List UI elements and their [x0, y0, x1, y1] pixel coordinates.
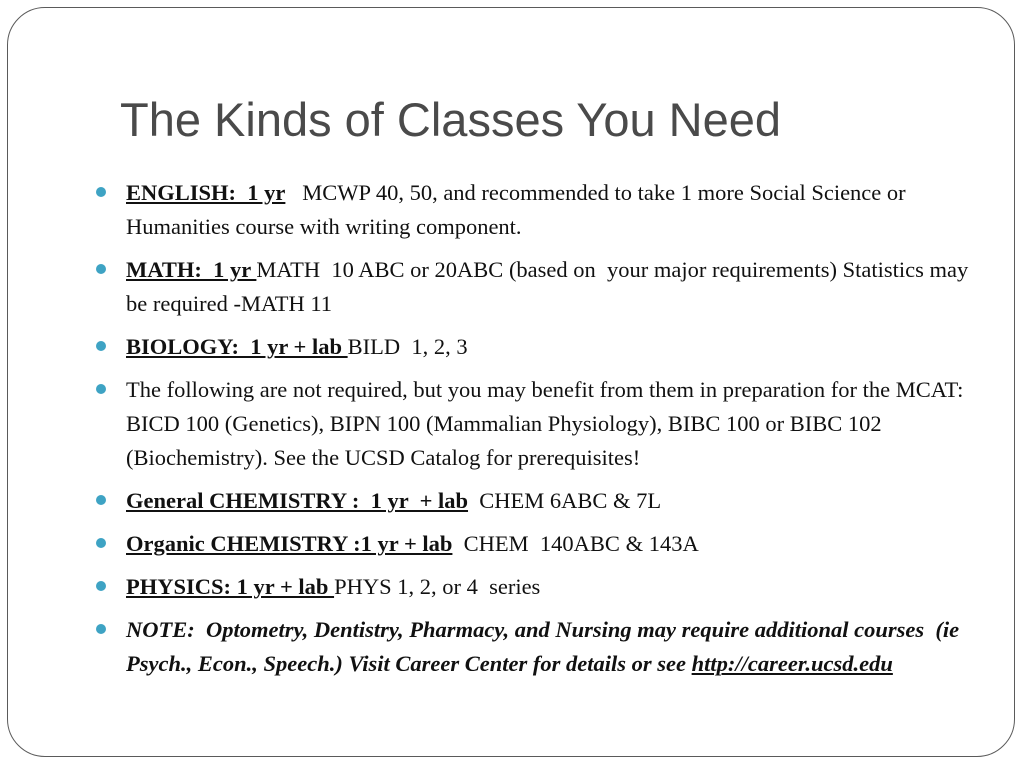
bullet-dot-icon: [96, 495, 106, 505]
bullet-item-mcat: [96, 373, 976, 475]
bullet-text: CHEM 6ABC & 7L: [468, 488, 662, 513]
bullet-text: PHYS 1, 2, or 4 series: [334, 574, 541, 599]
bullet-text: MCWP 40, 50, and recommended to take 1 more Social Science or Humanities course with writing component.: [126, 180, 912, 239]
bullet-text: MATH 10 ABC or 20ABC (based on your major requirements) Statistics may be required -MATH 11: [126, 257, 974, 316]
bullet-dot-icon: [96, 187, 106, 197]
bullet-heading: BIOLOGY: 1 yr + lab: [126, 334, 348, 359]
bullet-item-physics: [96, 570, 976, 604]
bullet-item-note: [96, 613, 976, 681]
bullet-list: [96, 176, 976, 690]
career-center-link[interactable]: http://career.ucsd.edu: [691, 651, 893, 676]
slide-title: The Kinds of Classes You Need: [120, 93, 782, 146]
bullet-heading: MATH: 1 yr: [126, 257, 257, 282]
bullet-dot-icon: [96, 384, 106, 394]
bullet-dot-icon: [96, 581, 106, 591]
bullet-text: BILD 1, 2, 3: [347, 334, 468, 359]
bullet-dot-icon: [96, 341, 106, 351]
bullet-item-biology: [96, 330, 976, 364]
bullet-text: The following are not required, but you may benefit from them in preparation for the MCAT: BICD 100 (Genetics), BIPN 100 (Mammalian Physiology), BIBC 100 or BIBC 102 (Biochemistry). See the UCSD Catalog for prerequisites!: [126, 377, 975, 470]
bullet-heading: ENGLISH: 1 yr: [126, 180, 286, 205]
bullet-dot-icon: [96, 624, 106, 634]
bullet-dot-icon: [96, 538, 106, 548]
bullet-item-math: [96, 253, 976, 321]
bullet-dot-icon: [96, 264, 106, 274]
bullet-item-general-chemistry: [96, 484, 976, 518]
bullet-item-english: [96, 176, 976, 244]
bullet-item-organic-chemistry: [96, 527, 976, 561]
bullet-heading: Organic CHEMISTRY :1 yr + lab: [126, 531, 453, 556]
bullet-heading: PHYSICS: 1 yr + lab: [126, 574, 335, 599]
note-text: NOTE: Optometry, Dentistry, Pharmacy, and Nursing may require additional courses (ie Psych., Econ., Speech.) Visit Career Center for details or see: [126, 617, 965, 676]
slide-frame: [7, 7, 1015, 757]
bullet-text: CHEM 140ABC & 143A: [452, 531, 699, 556]
bullet-heading: General CHEMISTRY : 1 yr + lab: [126, 488, 469, 513]
